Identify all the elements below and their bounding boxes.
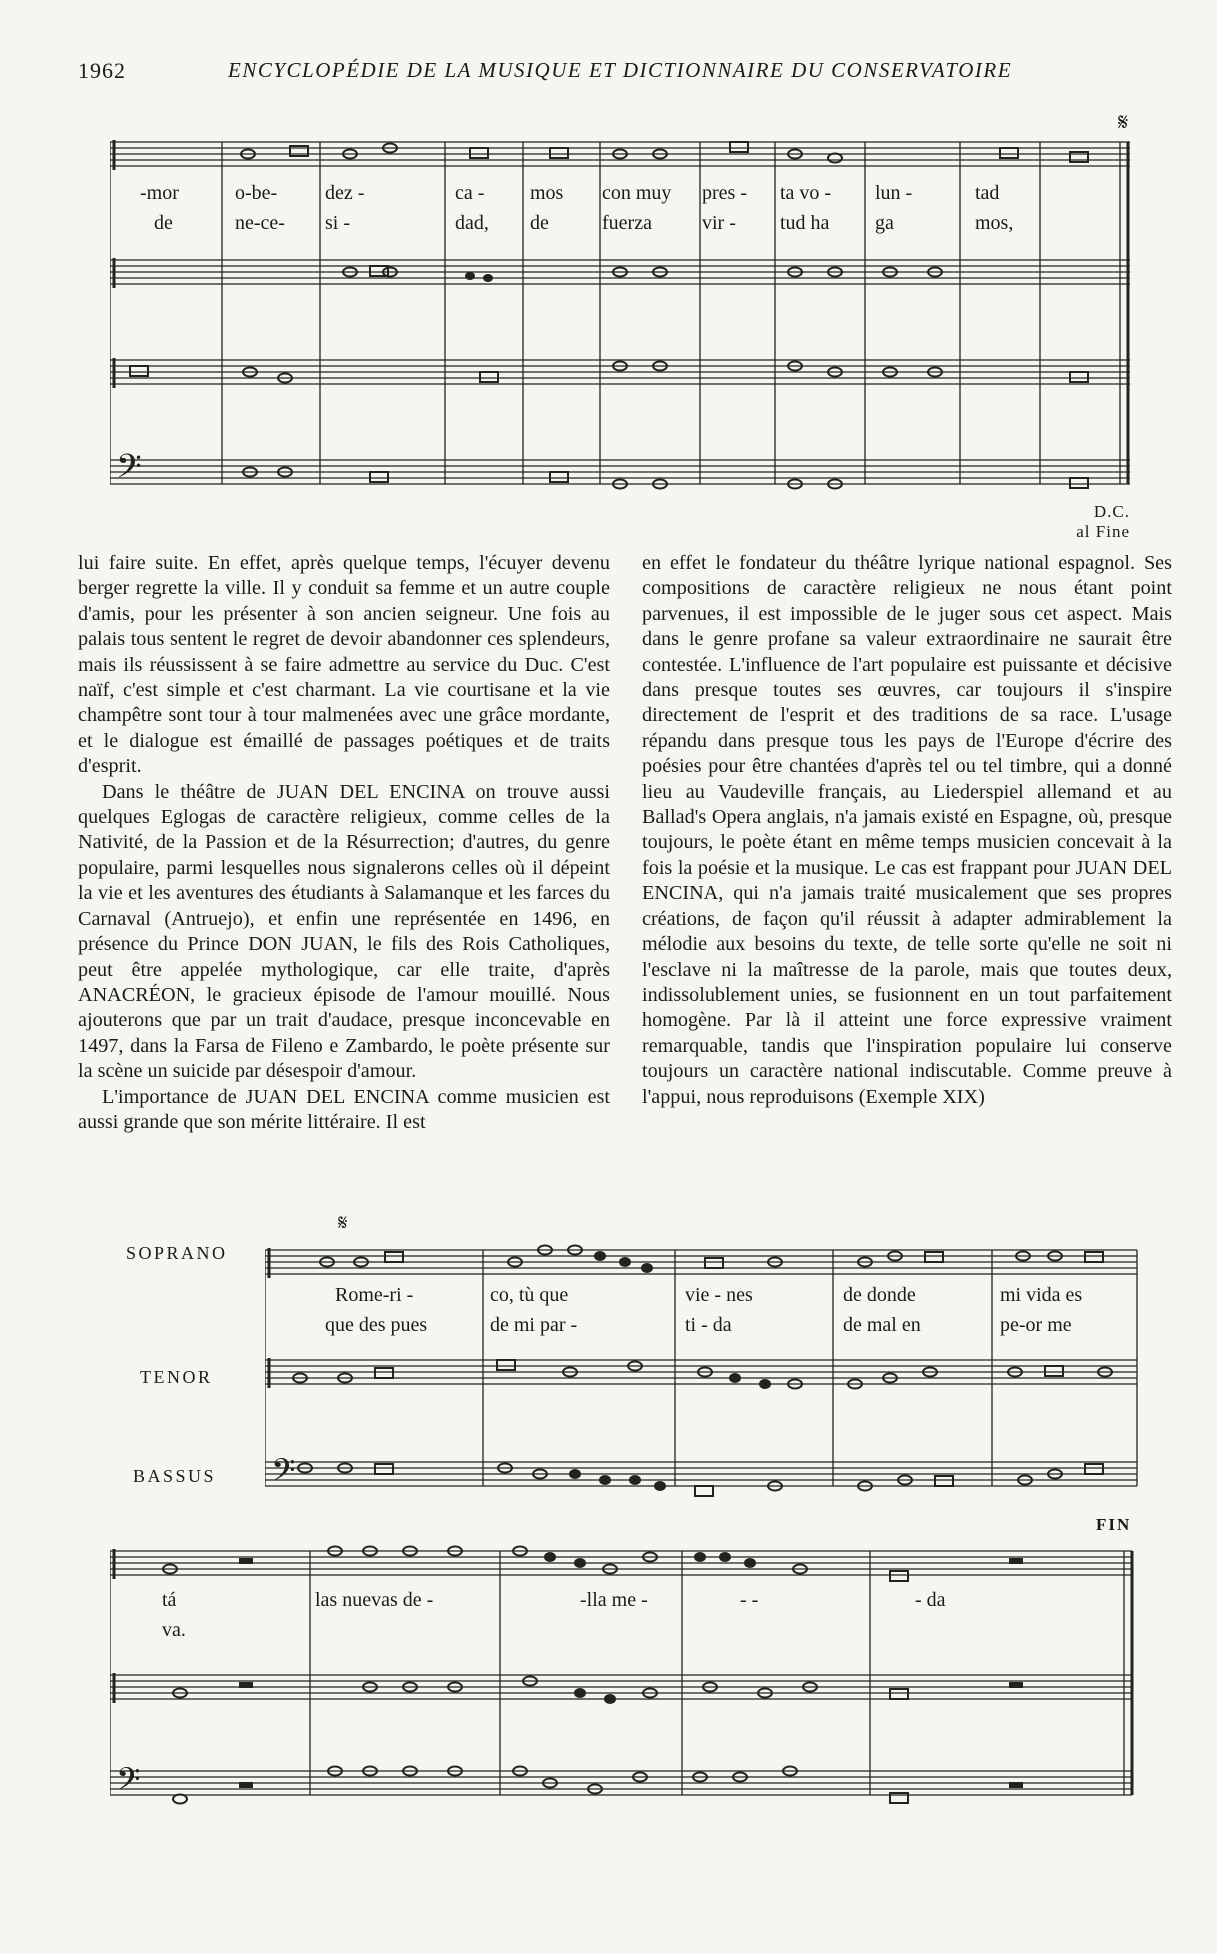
lyric-phrase-b3: -lla me - — [580, 1589, 648, 1611]
score-bottom — [110, 1535, 1140, 1815]
staff-tenor — [265, 1360, 1137, 1384]
paragraph: L'importance de JUAN DEL ENCINA comme musicien est aussi grande que son mérite littéraire. Il est — [78, 1085, 610, 1133]
score-mid — [265, 1230, 1145, 1500]
lyric-syllable-2: o-be- ne-ce- — [235, 182, 285, 234]
lyrics-bottom — [110, 1585, 1140, 1649]
staff-bassus — [265, 1462, 1137, 1486]
staff-b3 — [110, 1771, 1132, 1795]
lyric-phrase-4: de donde de mal en — [843, 1284, 921, 1336]
lyric-phrase-1: Rome-ri - que des pues — [325, 1284, 428, 1336]
page-number: 1962 — [78, 58, 126, 83]
lyric-syllable-7: pres - vir - — [702, 182, 747, 234]
lyric-syllable-4: ca - dad, — [455, 182, 489, 234]
lyric-syllable-3: dez - si - — [325, 182, 365, 234]
lyric-phrase-b1: tá va. — [162, 1589, 186, 1641]
lyric-phrase-3: vie - nes ti - da — [685, 1284, 753, 1336]
voice-label-bassus: BASSUS — [133, 1466, 217, 1486]
svg-text:𝄢: 𝄢 — [116, 1761, 141, 1805]
dc-al-fine: D.C. al Fine — [1076, 502, 1130, 541]
voice-label-tenor: TENOR — [140, 1367, 213, 1387]
segno-top: 𝄋 — [1118, 110, 1129, 136]
fin-mark: FIN — [1096, 1515, 1132, 1534]
lyric-phrase-b2: las nuevas de - — [315, 1589, 434, 1611]
paragraph: en effet le fondateur du théâtre lyrique national espagnol. Ses compositions de caractère religieux ne nous étant point parvenues, il est impossible de le juger sous cet aspect. Mais dans le genre profane sa valeur extraordinaire ne saurait être contestée. L'influence de l'art populaire est puissante et décisive dans presque toutes ses œuvres, car toujours il s'inspire directement de l'esprit et des traditions de sa race. L'usage répandu dans presque tous les pays de l'Europe d'écrire des poésies pour être chantées d'après tel ou tel timbre, qui a donné lieu au Vaudeville français, au Liederspiel allemand et au Ballad's Opera anglais, n'a jamais existé en Espagne, où, presque toujours, le poète étant en même temps musicien concevait à la fois la poésie et la musique. Le cas est frappant pour JUAN DEL ENCINA, qui n'a jamais traité musicalement que ses propres créations, de façon qu'il réussit à adapter admirablement la mélodie aux besoins du texte, de telle sorte qu'elle ne soit ni l'esclave ni la maîtresse de la parole, mais que toutes deux, indissolublement unies, se fusionnent en un tout parfaitement homogène. Par là il atteint une force expressive vraiment remarquable, tandis que l'inspiration populaire lui conserve toujours un caractère national indiscutable. Comme preuve à l'appui, nous reproduisons (Exemple XIX) — [642, 552, 1172, 1108]
segno-mid: 𝄋 — [338, 1210, 348, 1235]
staff-3 — [110, 360, 1130, 384]
paragraph: Dans le théâtre de JUAN DEL ENCINA on trouve aussi quelques Eglogas de caractère religieux, comme celles de la Nativité, de la Passion et de la Résurrection; d'autres, du genre populaire, parmi lesquelles nous signalerons celles où il dépeint la vie et les aventures des étudiants à Salamanque et les farces du Carnaval (Antruejo), et enfin une représentée en 1496, en présence du Prince DON JUAN, le fils des Rois Catholiques, peut être appelée mythologique, car elle traite, d'après ANACRÉON, le gracieux épisode de l'amour mouillé. Nous ajouterons que par un trait d'audace, presque inconcevable en 1497, dans la Farsa de Fileno e Zambardo, le poète présente sur la scène un suicide par désespoir d'amour. — [78, 780, 610, 1083]
lyric-syllable-10: tad mos, — [975, 182, 1014, 234]
lyrics-mid — [265, 1280, 1145, 1344]
page-header — [78, 58, 1168, 98]
lyric-phrase-5: mi vida es pe-or me — [1000, 1284, 1083, 1336]
staff-b2 — [110, 1675, 1132, 1699]
lyric-syllable-5: mos de — [530, 182, 564, 234]
staff-1 — [110, 142, 1130, 166]
lyric-phrase-2: co, tù que de mi par - — [490, 1284, 578, 1336]
paragraph: lui faire suite. En effet, après quelque temps, l'écuyer devenu berger regrette la ville. Il y conduit sa femme et un autre couple d'amis, pour les présenter à son ancien seigneur. Une fois au palais tous sentent le regret de devoir abandonner ces splendeurs, mais ils réussissent à se faire admettre au service du Duc. C'est naïf, c'est simple et c'est charmant. La vie courtisane et la vie champêtre sont tour à tour malmenées avec une grâce mordante, et le dialogue est émaillé de passages poétiques et de traits d'esprit. — [78, 552, 610, 778]
lyric-syllable-9: lun - ga — [875, 182, 913, 234]
lyric-syllable-1: -mor de — [140, 182, 179, 234]
lyrics-top — [110, 178, 1130, 242]
voice-label-soprano: SOPRANO — [126, 1243, 228, 1263]
svg-text:𝄢: 𝄢 — [271, 1452, 296, 1496]
lyric-phrase-b4: - - — [740, 1589, 759, 1611]
lyric-syllable-8: ta vo - tud ha — [780, 182, 832, 234]
text-column-left — [78, 551, 610, 1135]
staff-b1 — [110, 1551, 1132, 1575]
lyric-phrase-b5: - da — [915, 1589, 946, 1611]
lyric-syllable-6: con muy fuerza — [602, 182, 672, 234]
svg-text:𝄢: 𝄢 — [116, 448, 142, 494]
text-column-right — [642, 551, 1172, 1110]
staff-2 — [110, 260, 1130, 284]
running-title: ENCYCLOPÉDIE DE LA MUSIQUE ET DICTIONNAIRE DU CONSERVATOIRE — [228, 58, 1013, 82]
